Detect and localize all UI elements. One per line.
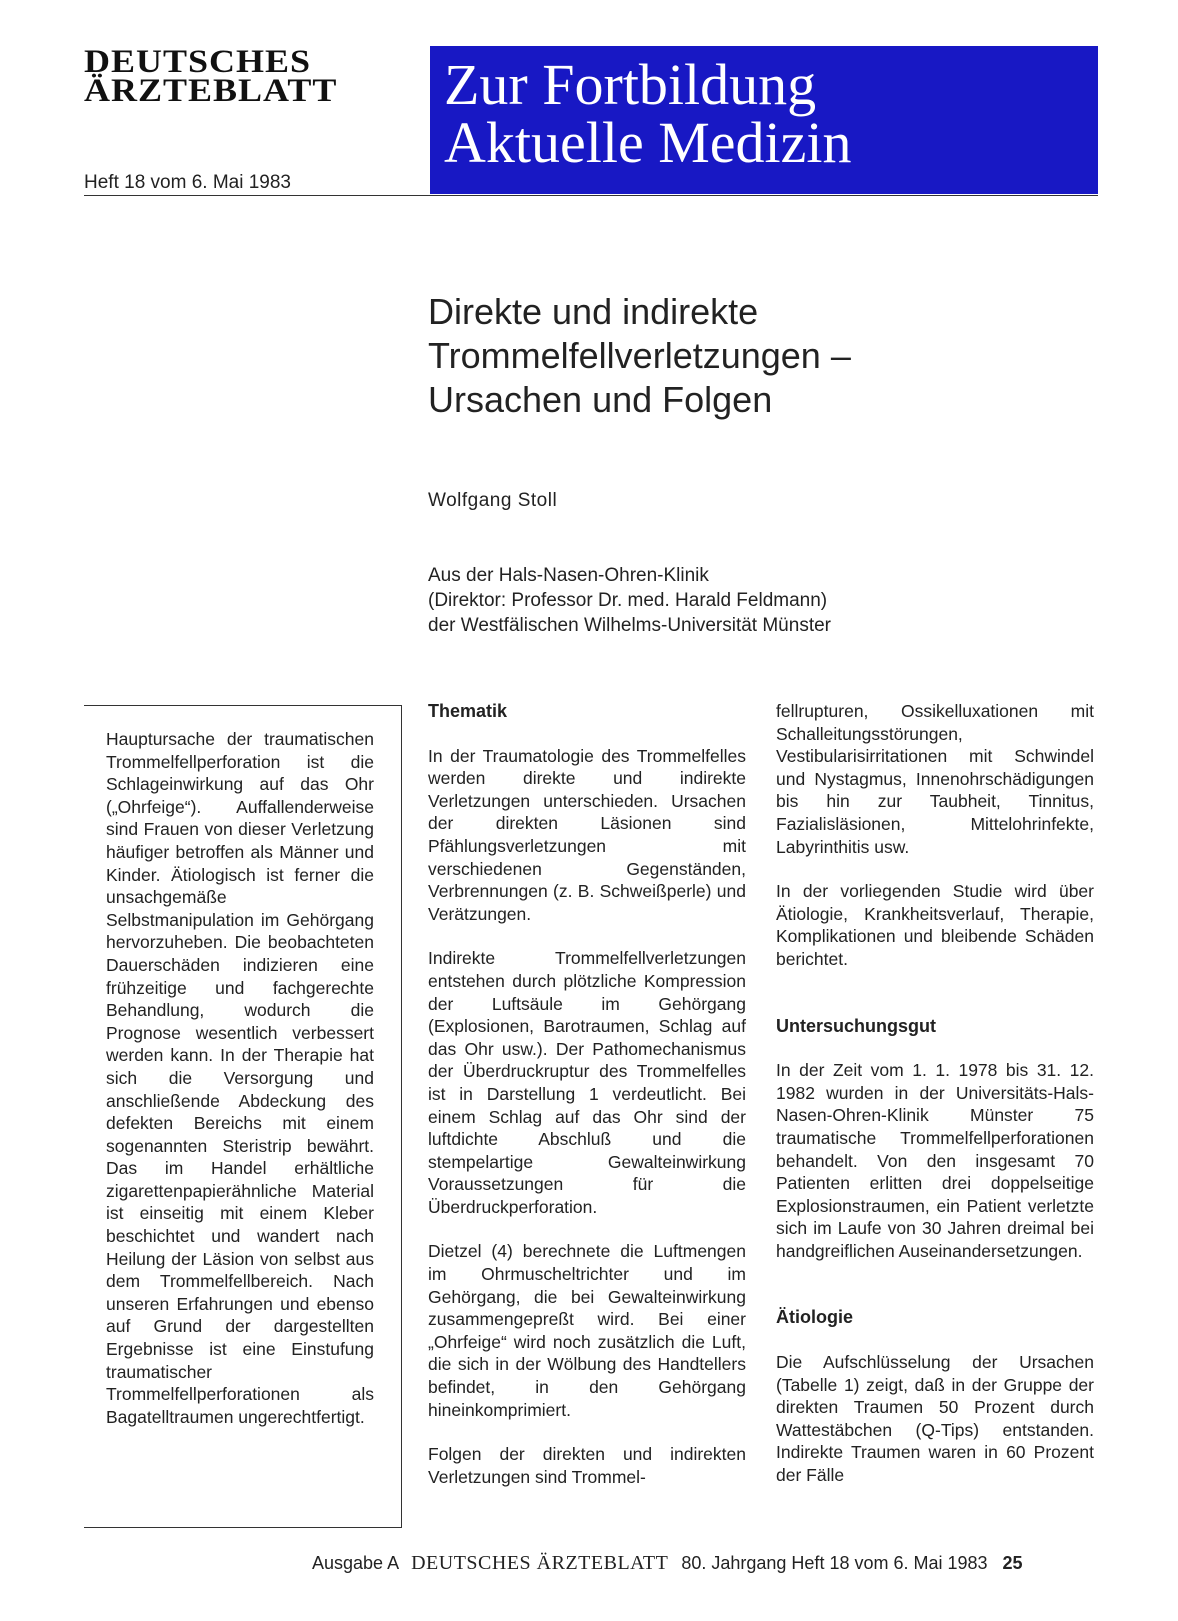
- section-heading-thematik: Thematik: [428, 701, 508, 721]
- header-divider: [84, 195, 1098, 196]
- footer-journal: DEUTSCHES ÄRZTEBLATT: [411, 1552, 669, 1574]
- section-heading-aetiologie: Ätiologie: [776, 1307, 853, 1328]
- body-column-middle: [428, 700, 746, 1510]
- article-title: [428, 290, 1068, 422]
- affiliation-line: Aus der Hals-Nasen-Ohren-Klinik: [428, 565, 709, 586]
- body-column-right: [776, 700, 1094, 1509]
- title-line: Trommelfellverletzungen –: [428, 335, 851, 376]
- paragraph: In der vorliegenden Studie wird über Ätiologie, Krankheitsverlauf, Therapie, Komplikationen und bleibende Schäden berichtet.: [776, 881, 1094, 969]
- paragraph: Folgen der direkten und indirekten Verletzungen sind Trommel-: [428, 1444, 746, 1487]
- author-name: Wolfgang Stoll: [428, 490, 558, 511]
- section-heading-untersuchungsgut: Untersuchungsgut: [776, 1015, 936, 1036]
- paragraph: Die Aufschlüsselung der Ursachen (Tabelle 1) zeigt, daß in der Gruppe der direkten Traumen 50 Prozent durch Wattestäbchen (Q-Tips) entstanden. Indirekte Traumen waren in 60 Prozent der Fälle: [776, 1352, 1094, 1486]
- banner-line-2: Aktuelle Medizin: [444, 110, 852, 175]
- affiliation-line: der Westfälischen Wilhelms-Universität Münster: [428, 615, 831, 636]
- paragraph: In der Zeit vom 1. 1. 1978 bis 31. 12. 1982 wurden in der Universitäts-Hals-Nasen-Ohren-Klinik Münster 75 traumatische Trommelfellperforationen behandelt. Von den insgesamt 70 Patienten erlitten drei doppelseitige Explosionstraumen, ein Patient verletzte sich im Laufe von 30 Jahren dreimal bei handgreiflichen Auseinandersetzungen.: [776, 1060, 1094, 1261]
- footer-edition: Ausgabe A: [312, 1553, 399, 1573]
- footer-volume: 80. Jahrgang Heft 18 vom 6. Mai 1983: [681, 1553, 988, 1573]
- page-footer: [312, 1552, 1098, 1575]
- affiliation-line: (Direktor: Professor Dr. med. Harald Feldmann): [428, 590, 828, 611]
- page-number: 25: [1002, 1553, 1023, 1573]
- paragraph: Dietzel (4) berechnete die Luftmengen im Ohrmuscheltrichter und im Gehörgang, die bei Gewalteinwirkung zusammengepreßt wird. Bei einer „Ohrfeige“ wird noch zusätzlich die Luft, die sich in der Wölbung des Handtellers befindet, in den Gehörgang hineinkomprimiert.: [428, 1241, 746, 1420]
- affiliation: [428, 563, 1068, 638]
- abstract: Hauptursache der traumatischen Trommelfellperforation ist die Schlageinwirkung auf das Ohr („Ohrfeige“). Auffallenderweise sind Frauen von dieser Verletzung häufiger betroffen als Männer und Kinder. Ätiologisch ist ferner die unsachgemäße Selbstmanipulation im Gehörgang hervorzuheben. Die beobachteten Dauerschäden indizieren eine frühzeitige und fachgerechte Behandlung, wodurch die Prognose wesentlich verbessert werden kann. In der Therapie hat sich die Versorgung und anschließende Abdeckung des defekten Bereichs mit einem sogenannten Steristrip bewährt. Das im Handel erhältliche zigarettenpapierähnliche Material ist einseitig mit einem Kleber beschichtet und wandert nach Heilung der Läsion von selbst aus dem Trommelfellbereich. Nach unseren Erfahrungen und ebenso auf Grund der dargestellten Ergebnisse ist eine Einstufung traumatischer Trommelfellperforationen als Bagatelltraumen ungerechtfertigt.: [106, 729, 374, 1427]
- title-line: Direkte und indirekte: [428, 291, 759, 332]
- section-banner: [430, 46, 1098, 194]
- paragraph: In der Traumatologie des Trommelfelles werden direkte und indirekte Verletzungen unterschieden. Ursachen der direkten Läsionen sind Pfählungsverletzungen mit verschiedenen Gegenständen, Verbrennungen (z. B. Schweißperle) und Verätzungen.: [428, 745, 746, 924]
- paragraph: fellrupturen, Ossikelluxationen mit Schalleitungsstörungen, Vestibularisirritationen mit Schwindel und Nystagmus, Innenohrschädigungen bis hin zur Taubheit, Tinnitus, Fazialisläsionen, Mittelohrinfekte, Labyrinthitis usw.: [776, 701, 1094, 857]
- journal-masthead: DEUTSCHES ÄRZTEBLATT: [84, 42, 338, 109]
- banner-line-1: Zur Fortbildung: [444, 52, 817, 117]
- title-line: Ursachen und Folgen: [428, 379, 773, 420]
- paragraph: Indirekte Trommelfellverletzungen entstehen durch plötzliche Kompression der Luftsäule im Gehörgang (Explosionen, Barotraumen, Schlag auf das Ohr usw.). Der Pathomechanismus der Überdruckruptur des Trommelfelles ist in Darstellung 1 verdeutlicht. Bei einem Schlag auf das Ohr sind der luftdichte Abschluß und die stempelartige Gewalteinwirkung Voraussetzungen für die Überdruckperforation.: [428, 948, 746, 1217]
- issue-date: Heft 18 vom 6. Mai 1983: [84, 172, 291, 193]
